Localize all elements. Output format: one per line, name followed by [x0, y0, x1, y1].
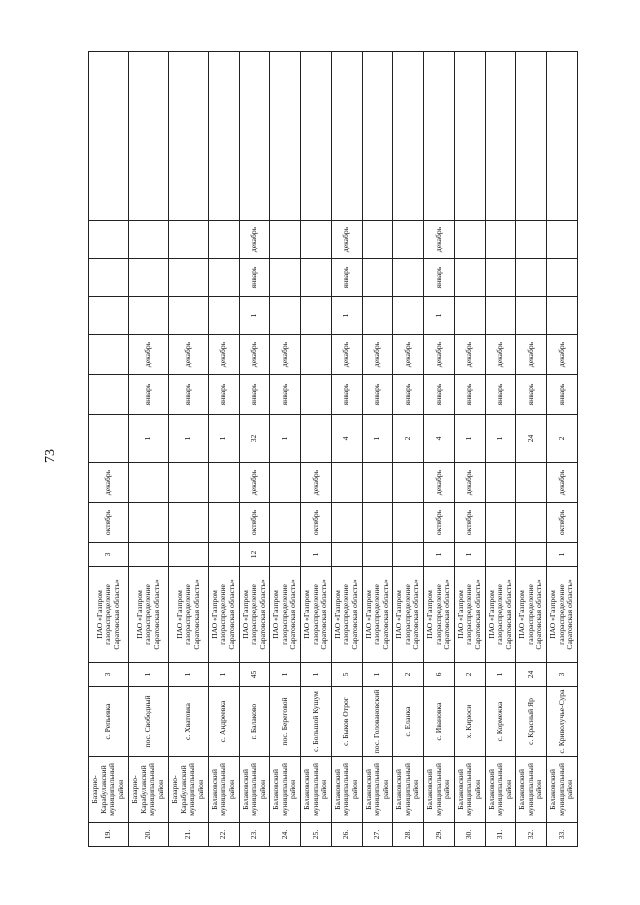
- organization-cell: ПАО «Газпром газораспределение Саратовская область»: [454, 567, 485, 663]
- row-number: 22.: [208, 823, 239, 847]
- stage2-end-cell: декабрь: [485, 335, 516, 375]
- stage3-count-cell: [362, 297, 393, 335]
- note-cell: [128, 52, 168, 221]
- stage1-end-cell: декабрь: [454, 463, 485, 503]
- objects-count-cell: 24: [516, 663, 547, 687]
- stage2-count-cell: 4: [424, 415, 455, 463]
- organization-cell: ПАО «Газпром газораспределение Саратовская область»: [516, 567, 547, 663]
- stage1-end-cell: [208, 463, 239, 503]
- stage1-start-cell: [393, 503, 424, 543]
- organization-cell: ПАО «Газпром газораспределение Саратовская область»: [362, 567, 393, 663]
- table-container: [88, 52, 578, 847]
- stage1-start-cell: [270, 503, 301, 543]
- stage3-end-cell: декабрь: [424, 221, 455, 259]
- table-row: [485, 52, 516, 847]
- settlement-cell: с. Андреевка: [208, 687, 239, 757]
- stage2-start-cell: январь: [239, 375, 270, 415]
- note-cell: [516, 52, 547, 221]
- stage2-count-cell: 1: [168, 415, 208, 463]
- settlement-cell: х. Кирюси: [454, 687, 485, 757]
- district-cell: Балаковский муниципальный район: [239, 757, 270, 823]
- stage3-end-cell: [208, 221, 239, 259]
- objects-count-cell: 1: [485, 663, 516, 687]
- stage2-count-cell: 1: [485, 415, 516, 463]
- stage3-count-cell: 1: [331, 297, 362, 335]
- note-cell: [208, 52, 239, 221]
- objects-count-cell: 1: [270, 663, 301, 687]
- stage3-end-cell: декабрь: [239, 221, 270, 259]
- objects-count-cell: 2: [393, 663, 424, 687]
- table-row: [208, 52, 239, 847]
- note-cell: [331, 52, 362, 221]
- row-number: 29.: [424, 823, 455, 847]
- district-cell: Балаковский муниципальный район: [424, 757, 455, 823]
- settlement-cell: пос. Береговой: [270, 687, 301, 757]
- organization-cell: ПАО «Газпром газораспределение Саратовская область»: [89, 567, 129, 663]
- stage2-end-cell: декабрь: [547, 335, 578, 375]
- stage1-count-cell: 1: [454, 543, 485, 567]
- note-cell: [424, 52, 455, 221]
- note-cell: [239, 52, 270, 221]
- stage1-count-cell: [168, 543, 208, 567]
- objects-count-cell: 1: [301, 663, 332, 687]
- stage3-end-cell: [270, 221, 301, 259]
- table-row: [516, 52, 547, 847]
- stage1-end-cell: декабрь: [89, 463, 129, 503]
- organization-cell: ПАО «Газпром газораспределение Саратовская область»: [424, 567, 455, 663]
- stage1-end-cell: декабрь: [424, 463, 455, 503]
- stage1-end-cell: декабрь: [547, 463, 578, 503]
- stage1-count-cell: 3: [89, 543, 129, 567]
- stage1-start-cell: [362, 503, 393, 543]
- stage2-count-cell: 1: [128, 415, 168, 463]
- stage2-start-cell: январь: [516, 375, 547, 415]
- stage3-count-cell: [516, 297, 547, 335]
- organization-cell: ПАО «Газпром газораспределение Саратовская область»: [485, 567, 516, 663]
- stage2-count-cell: 32: [239, 415, 270, 463]
- stage3-end-cell: [128, 221, 168, 259]
- stage2-start-cell: [301, 375, 332, 415]
- stage1-start-cell: [208, 503, 239, 543]
- settlement-cell: с. Еланка: [393, 687, 424, 757]
- settlement-cell: с. Криволучье-Сура: [547, 687, 578, 757]
- stage3-start-cell: [168, 259, 208, 297]
- stage3-end-cell: [516, 221, 547, 259]
- stage3-start-cell: январь: [331, 259, 362, 297]
- table-row: [331, 52, 362, 847]
- stage1-count-cell: [485, 543, 516, 567]
- stage1-start-cell: октябрь: [547, 503, 578, 543]
- stage3-count-cell: [89, 297, 129, 335]
- district-cell: Базарно-Карабулакский муниципальный район: [89, 757, 129, 823]
- stage1-count-cell: 1: [424, 543, 455, 567]
- stage2-end-cell: декабрь: [239, 335, 270, 375]
- row-number: 28.: [393, 823, 424, 847]
- row-number: 23.: [239, 823, 270, 847]
- stage2-end-cell: декабрь: [362, 335, 393, 375]
- table-row: [128, 52, 168, 847]
- stage1-start-cell: октябрь: [454, 503, 485, 543]
- stage3-end-cell: [485, 221, 516, 259]
- row-number: 20.: [128, 823, 168, 847]
- district-cell: Балаковский муниципальный район: [393, 757, 424, 823]
- stage3-count-cell: [208, 297, 239, 335]
- objects-count-cell: 6: [424, 663, 455, 687]
- stage3-count-cell: 1: [239, 297, 270, 335]
- district-cell: Базарно-Карабулакский муниципальный район: [168, 757, 208, 823]
- stage1-count-cell: 1: [301, 543, 332, 567]
- stage2-count-cell: 1: [362, 415, 393, 463]
- organization-cell: ПАО «Газпром газораспределение Саратовская область»: [393, 567, 424, 663]
- stage2-end-cell: декабрь: [331, 335, 362, 375]
- district-cell: Базарно-Карабулакский муниципальный район: [128, 757, 168, 823]
- stage1-start-cell: октябрь: [239, 503, 270, 543]
- stage1-start-cell: [485, 503, 516, 543]
- note-cell: [485, 52, 516, 221]
- stage1-end-cell: [331, 463, 362, 503]
- stage3-count-cell: 1: [424, 297, 455, 335]
- table-row: [270, 52, 301, 847]
- rotated-table: [88, 52, 578, 847]
- stage2-start-cell: январь: [547, 375, 578, 415]
- note-cell: [270, 52, 301, 221]
- district-cell: Балаковский муниципальный район: [454, 757, 485, 823]
- stage3-end-cell: [454, 221, 485, 259]
- stage1-count-cell: 1: [547, 543, 578, 567]
- stage1-start-cell: [168, 503, 208, 543]
- stage1-end-cell: [516, 463, 547, 503]
- stage3-start-cell: [301, 259, 332, 297]
- stage1-start-cell: [128, 503, 168, 543]
- stage3-count-cell: [128, 297, 168, 335]
- settlement-cell: с. Ивановка: [424, 687, 455, 757]
- stage2-end-cell: [301, 335, 332, 375]
- stage2-start-cell: [89, 375, 129, 415]
- stage3-count-cell: [270, 297, 301, 335]
- table-body: [89, 52, 578, 847]
- stage3-count-cell: [168, 297, 208, 335]
- stage1-start-cell: октябрь: [301, 503, 332, 543]
- page-number: 73: [43, 449, 58, 463]
- objects-count-cell: 5: [331, 663, 362, 687]
- stage3-end-cell: [89, 221, 129, 259]
- stage3-end-cell: декабрь: [331, 221, 362, 259]
- district-cell: Балаковский муниципальный район: [270, 757, 301, 823]
- table-row: [547, 52, 578, 847]
- stage2-start-cell: январь: [454, 375, 485, 415]
- stage3-start-cell: [89, 259, 129, 297]
- stage2-end-cell: декабрь: [393, 335, 424, 375]
- note-cell: [89, 52, 129, 221]
- stage2-start-cell: январь: [424, 375, 455, 415]
- stage1-count-cell: [331, 543, 362, 567]
- stage3-start-cell: [362, 259, 393, 297]
- stage2-start-cell: январь: [128, 375, 168, 415]
- organization-cell: ПАО «Газпром газораспределение Саратовская область»: [301, 567, 332, 663]
- table-row: [424, 52, 455, 847]
- row-number: 27.: [362, 823, 393, 847]
- stage2-count-cell: 4: [331, 415, 362, 463]
- table-row: [393, 52, 424, 847]
- stage3-count-cell: [393, 297, 424, 335]
- row-number: 21.: [168, 823, 208, 847]
- objects-count-cell: 1: [128, 663, 168, 687]
- stage2-end-cell: [89, 335, 129, 375]
- stage3-end-cell: [301, 221, 332, 259]
- district-cell: Балаковский муниципальный район: [547, 757, 578, 823]
- gasification-schedule-table: [88, 51, 578, 847]
- organization-cell: ПАО «Газпром газораспределение Саратовская область»: [128, 567, 168, 663]
- table-row: [168, 52, 208, 847]
- stage1-count-cell: [362, 543, 393, 567]
- stage1-start-cell: октябрь: [424, 503, 455, 543]
- table-row: [362, 52, 393, 847]
- stage2-start-cell: январь: [362, 375, 393, 415]
- stage2-start-cell: январь: [485, 375, 516, 415]
- stage2-count-cell: 1: [208, 415, 239, 463]
- stage1-count-cell: [128, 543, 168, 567]
- organization-cell: ПАО «Газпром газораспределение Саратовская область»: [168, 567, 208, 663]
- stage2-end-cell: декабрь: [516, 335, 547, 375]
- stage3-end-cell: [362, 221, 393, 259]
- stage1-count-cell: [208, 543, 239, 567]
- stage3-start-cell: [547, 259, 578, 297]
- organization-cell: ПАО «Газпром газораспределение Саратовская область»: [239, 567, 270, 663]
- row-number: 30.: [454, 823, 485, 847]
- organization-cell: ПАО «Газпром газораспределение Саратовская область»: [270, 567, 301, 663]
- district-cell: Балаковский муниципальный район: [485, 757, 516, 823]
- row-number: 33.: [547, 823, 578, 847]
- stage1-start-cell: [331, 503, 362, 543]
- note-cell: [301, 52, 332, 221]
- objects-count-cell: 3: [547, 663, 578, 687]
- stage3-start-cell: [128, 259, 168, 297]
- stage3-start-cell: [270, 259, 301, 297]
- objects-count-cell: 45: [239, 663, 270, 687]
- stage3-start-cell: [516, 259, 547, 297]
- row-number: 24.: [270, 823, 301, 847]
- stage2-count-cell: 2: [393, 415, 424, 463]
- table-row: [239, 52, 270, 847]
- district-cell: Балаковский муниципальный район: [331, 757, 362, 823]
- stage1-count-cell: 12: [239, 543, 270, 567]
- stage3-end-cell: [168, 221, 208, 259]
- stage1-start-cell: [516, 503, 547, 543]
- settlement-cell: с. Хватовка: [168, 687, 208, 757]
- objects-count-cell: 3: [89, 663, 129, 687]
- stage2-end-cell: декабрь: [208, 335, 239, 375]
- stage3-count-cell: [454, 297, 485, 335]
- stage1-end-cell: [270, 463, 301, 503]
- stage1-count-cell: [516, 543, 547, 567]
- objects-count-cell: 1: [362, 663, 393, 687]
- note-cell: [454, 52, 485, 221]
- stage1-end-cell: [393, 463, 424, 503]
- stage2-end-cell: декабрь: [454, 335, 485, 375]
- table-row: [454, 52, 485, 847]
- settlement-cell: с. Кормежка: [485, 687, 516, 757]
- stage2-end-cell: декабрь: [168, 335, 208, 375]
- stage3-count-cell: [485, 297, 516, 335]
- stage1-end-cell: декабрь: [301, 463, 332, 503]
- row-number: 25.: [301, 823, 332, 847]
- district-cell: Балаковский муниципальный район: [208, 757, 239, 823]
- stage1-end-cell: декабрь: [239, 463, 270, 503]
- stage2-count-cell: 1: [270, 415, 301, 463]
- settlement-cell: с. Красный Яр: [516, 687, 547, 757]
- stage1-end-cell: [128, 463, 168, 503]
- stage2-start-cell: январь: [168, 375, 208, 415]
- row-number: 19.: [89, 823, 129, 847]
- objects-count-cell: 1: [168, 663, 208, 687]
- stage1-count-cell: [393, 543, 424, 567]
- stage2-count-cell: [89, 415, 129, 463]
- stage1-end-cell: [362, 463, 393, 503]
- stage1-end-cell: [485, 463, 516, 503]
- stage2-end-cell: декабрь: [424, 335, 455, 375]
- row-number: 31.: [485, 823, 516, 847]
- stage1-start-cell: октябрь: [89, 503, 129, 543]
- settlement-cell: с. Большой Кушум: [301, 687, 332, 757]
- stage1-end-cell: [168, 463, 208, 503]
- stage3-start-cell: [393, 259, 424, 297]
- settlement-cell: с. Быков Отрог: [331, 687, 362, 757]
- stage2-count-cell: 1: [454, 415, 485, 463]
- objects-count-cell: 2: [454, 663, 485, 687]
- stage3-end-cell: [393, 221, 424, 259]
- stage3-start-cell: [485, 259, 516, 297]
- note-cell: [547, 52, 578, 221]
- stage3-start-cell: [454, 259, 485, 297]
- settlement-cell: пос. Свободный: [128, 687, 168, 757]
- stage2-end-cell: декабрь: [128, 335, 168, 375]
- stage2-start-cell: январь: [331, 375, 362, 415]
- district-cell: Балаковский муниципальный район: [301, 757, 332, 823]
- table-row: [301, 52, 332, 847]
- organization-cell: ПАО «Газпром газораспределение Саратовская область»: [547, 567, 578, 663]
- stage3-start-cell: январь: [239, 259, 270, 297]
- row-number: 32.: [516, 823, 547, 847]
- settlement-cell: с. Репьевка: [89, 687, 129, 757]
- settlement-cell: пос. Головановский: [362, 687, 393, 757]
- objects-count-cell: 1: [208, 663, 239, 687]
- settlement-cell: г. Балаково: [239, 687, 270, 757]
- stage3-start-cell: январь: [424, 259, 455, 297]
- stage2-count-cell: [301, 415, 332, 463]
- district-cell: Балаковский муниципальный район: [362, 757, 393, 823]
- stage1-count-cell: [270, 543, 301, 567]
- stage3-count-cell: [301, 297, 332, 335]
- table-row: [89, 52, 129, 847]
- row-number: 26.: [331, 823, 362, 847]
- note-cell: [168, 52, 208, 221]
- note-cell: [393, 52, 424, 221]
- organization-cell: ПАО «Газпром газораспределение Саратовская область»: [331, 567, 362, 663]
- stage2-count-cell: 2: [547, 415, 578, 463]
- note-cell: [362, 52, 393, 221]
- district-cell: Балаковский муниципальный район: [516, 757, 547, 823]
- stage2-start-cell: январь: [208, 375, 239, 415]
- stage2-end-cell: декабрь: [270, 335, 301, 375]
- stage2-start-cell: январь: [270, 375, 301, 415]
- stage3-start-cell: [208, 259, 239, 297]
- stage3-end-cell: [547, 221, 578, 259]
- stage2-count-cell: 24: [516, 415, 547, 463]
- organization-cell: ПАО «Газпром газораспределение Саратовская область»: [208, 567, 239, 663]
- stage2-start-cell: январь: [393, 375, 424, 415]
- stage3-count-cell: [547, 297, 578, 335]
